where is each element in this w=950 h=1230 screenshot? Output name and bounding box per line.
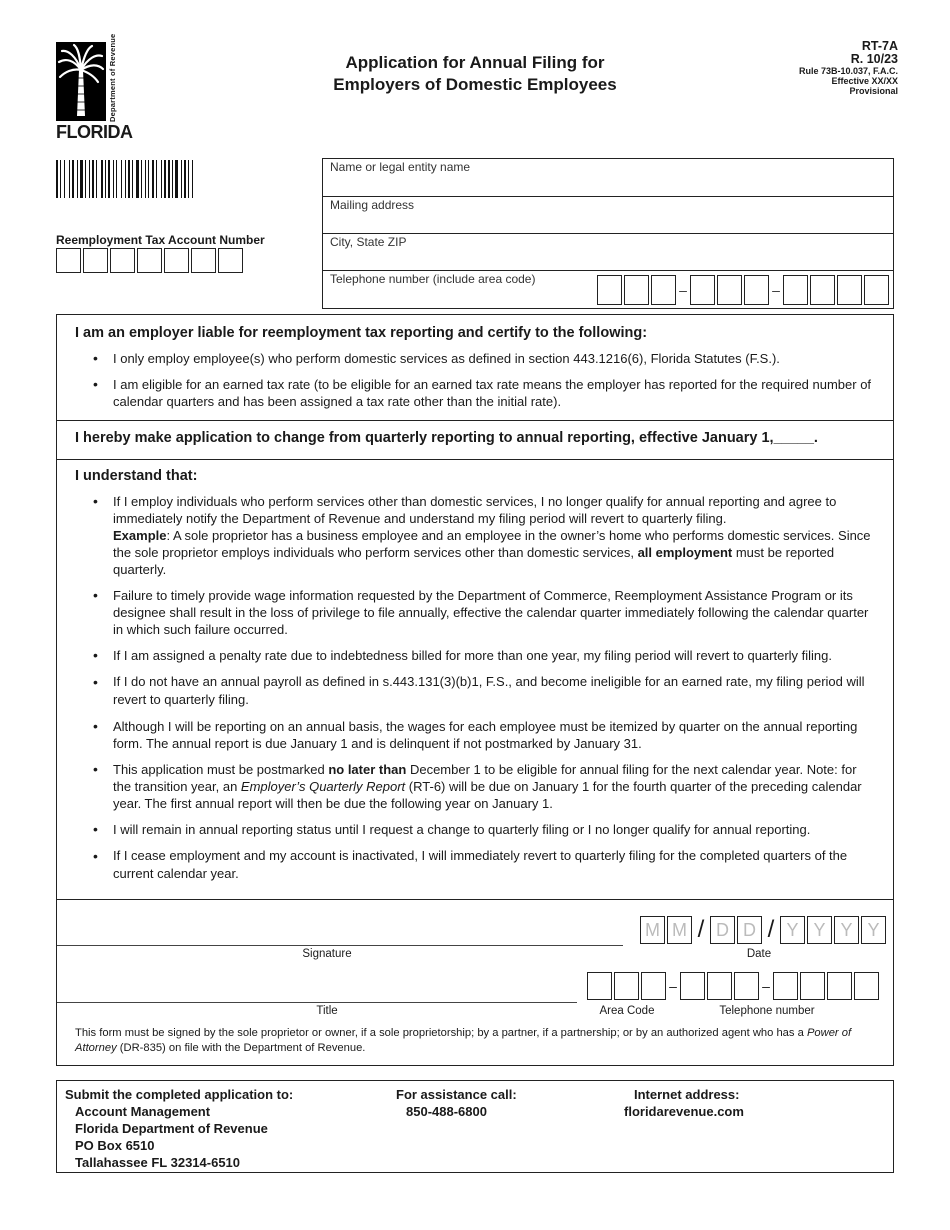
account-digit-box[interactable] bbox=[164, 248, 189, 273]
phone-digit-box[interactable] bbox=[690, 275, 715, 305]
phone-digit-box[interactable] bbox=[810, 275, 835, 305]
phone-digit-box[interactable] bbox=[651, 275, 676, 305]
signature-note: This form must be signed by the sole proprietor or owner, if a sole proprietorship; by a partner, if a partnership; or by an authorized agent who has a Power of Attorney (DR-835) on file with the Department of Revenue. bbox=[75, 1027, 852, 1054]
assistance-info: For assistance call: 850-488-6800 bbox=[396, 1087, 517, 1119]
phone-digit-box[interactable] bbox=[597, 275, 622, 305]
date-box[interactable]: M bbox=[667, 916, 692, 944]
divider bbox=[57, 459, 893, 460]
phone-digit-box[interactable] bbox=[624, 275, 649, 305]
account-digit-box[interactable] bbox=[110, 248, 135, 273]
form-identifier bbox=[799, 40, 898, 96]
phone-digit-box[interactable] bbox=[773, 972, 798, 1000]
telephone-label: Telephone number (include area code) bbox=[330, 272, 536, 286]
signature-label: Signature bbox=[302, 948, 352, 960]
application-statement: I hereby make application to change from quarterly reporting to annual reporting, effective January 1,_____. bbox=[75, 430, 818, 446]
phone-digit-box[interactable] bbox=[744, 275, 769, 305]
form-effective: Effective XX/XX bbox=[831, 76, 898, 86]
understand-list bbox=[113, 493, 875, 883]
date-input[interactable] bbox=[640, 916, 886, 944]
dash: – bbox=[679, 282, 687, 298]
phone-digit-box[interactable] bbox=[680, 972, 705, 1000]
telephone-label: Telephone number bbox=[719, 1005, 815, 1017]
employer-info-box bbox=[322, 158, 894, 309]
account-digit-box[interactable] bbox=[56, 248, 81, 273]
date-box[interactable]: Y bbox=[780, 916, 805, 944]
florida-wordmark: FLORIDA bbox=[56, 122, 133, 142]
area-code-label: Area Code bbox=[599, 1005, 655, 1017]
phone-digit-box[interactable] bbox=[800, 972, 825, 1000]
form-rule: Rule 73B-10.037, F.A.C. bbox=[798, 66, 898, 76]
account-digit-box[interactable] bbox=[191, 248, 216, 273]
signature-line[interactable] bbox=[57, 945, 623, 946]
telephone-row bbox=[323, 271, 893, 309]
submit-address: Submit the completed application to: Account Management Florida Department of Revenue PO Box 6510 Tallahassee FL 32314-6510 bbox=[65, 1087, 294, 1170]
list-item: • If I am assigned a penalty rate due to indebtedness billed for more than one year, my filing period will revert to quarterly filing. bbox=[113, 647, 875, 664]
list-item: • If I do not have an annual payroll as defined in s.443.131(3)(b)1, F.S., and become ineligible for an earned rate, my filing period will revert to quarterly filing. bbox=[113, 673, 875, 709]
date-slash: / bbox=[767, 916, 775, 943]
title-line[interactable] bbox=[57, 1002, 577, 1003]
account-digit-box[interactable] bbox=[83, 248, 108, 273]
date-box[interactable]: Y bbox=[807, 916, 832, 944]
list-item: • I will remain in annual reporting status until I request a change to quarterly filing or I no longer qualify for annual reporting. bbox=[113, 821, 875, 838]
title-label: Title bbox=[316, 1005, 338, 1017]
phone-digit-box[interactable] bbox=[837, 275, 862, 305]
account-number-label: Reemployment Tax Account Number bbox=[56, 233, 265, 247]
dash: – bbox=[762, 978, 770, 994]
list-item: • If I cease employment and my account is inactivated, I will immediately revert to quarterly filing for the completed quarters of the current calendar year. bbox=[113, 847, 875, 883]
phone-digit-box[interactable] bbox=[783, 275, 808, 305]
certify-heading: I am an employer liable for reemployment tax reporting and certify to the following: bbox=[75, 325, 648, 341]
dash: – bbox=[669, 978, 677, 994]
phone-digit-box[interactable] bbox=[734, 972, 759, 1000]
list-item: • I only employ employee(s) who perform domestic services as defined in section 443.1216(6), Florida Statutes (F.S.). bbox=[113, 350, 875, 367]
understand-heading: I understand that: bbox=[75, 468, 198, 484]
date-box[interactable]: D bbox=[710, 916, 735, 944]
phone-digit-box[interactable] bbox=[864, 275, 889, 305]
name-field[interactable]: Name or legal entity name bbox=[323, 159, 893, 197]
mailing-address-field[interactable]: Mailing address bbox=[323, 197, 893, 234]
date-box[interactable]: Y bbox=[834, 916, 859, 944]
florida-dor-logo bbox=[56, 33, 133, 142]
phone-digit-box[interactable] bbox=[587, 972, 612, 1000]
divider bbox=[57, 420, 893, 421]
certification-section bbox=[56, 314, 894, 1066]
date-box[interactable]: M bbox=[640, 916, 665, 944]
form-revision: R. 10/23 bbox=[850, 52, 898, 66]
list-item: • This application must be postmarked no later than December 1 to be eligible for annual filing for the next calendar year. Note: for the transition year, an Employer’s Quarterly Report (RT-6) will be due on January 1 for the fourth quarter of the preceding calendar year. The first annual report will then be due the following year on January 1. bbox=[113, 761, 875, 812]
form-code: RT-7A bbox=[861, 39, 898, 53]
phone-digit-box[interactable] bbox=[707, 972, 732, 1000]
telephone-input[interactable] bbox=[597, 275, 889, 305]
date-label: Date bbox=[746, 948, 772, 960]
submit-info-box bbox=[56, 1080, 894, 1173]
phone-digit-box[interactable] bbox=[641, 972, 666, 1000]
list-item: • I am eligible for an earned tax rate (to be eligible for an earned tax rate means the employer has reported for the required number of calendar quarters and has been assigned a tax rate other than the initial rate). bbox=[113, 376, 875, 410]
website-link[interactable]: floridarevenue.com bbox=[624, 1104, 744, 1119]
list-item: • Failure to timely provide wage information requested by the Department of Commerce, Reemployment Assistance Program or its designee shall result in the loss of privilege to file annually, effective the calendar quarter immediately following the calendar quarter in which such failure occurred. bbox=[113, 587, 875, 638]
date-slash: / bbox=[697, 916, 705, 943]
list-item: • Although I will be reporting on an annual basis, the wages for each employee must be itemized by quarter on the annual reporting form. The annual report is due January 1 and is delinquent if not postmarked by January 31. bbox=[113, 718, 875, 752]
divider bbox=[57, 899, 893, 900]
certify-list bbox=[113, 350, 875, 410]
date-box[interactable]: D bbox=[737, 916, 762, 944]
phone-digit-box[interactable] bbox=[614, 972, 639, 1000]
dash: – bbox=[772, 282, 780, 298]
palm-tree-icon bbox=[56, 42, 106, 121]
signer-telephone-input[interactable] bbox=[587, 972, 879, 1000]
form-status: Provisional bbox=[849, 86, 898, 96]
city-state-zip-field[interactable]: City, State ZIP bbox=[323, 234, 893, 271]
account-digit-box[interactable] bbox=[137, 248, 162, 273]
internet-info: Internet address: floridarevenue.com bbox=[624, 1087, 744, 1119]
account-digit-box[interactable] bbox=[218, 248, 243, 273]
phone-digit-box[interactable] bbox=[717, 275, 742, 305]
assistance-phone: 850-488-6800 bbox=[406, 1104, 487, 1119]
phone-digit-box[interactable] bbox=[854, 972, 879, 1000]
date-box[interactable]: Y bbox=[861, 916, 886, 944]
barcode bbox=[56, 160, 274, 198]
form-title: Application for Annual Filing for Employers of Domestic Employees bbox=[333, 53, 617, 94]
account-number-field[interactable] bbox=[56, 248, 243, 273]
phone-digit-box[interactable] bbox=[827, 972, 852, 1000]
list-item: • If I employ individuals who perform services other than domestic services, I no longer qualify for annual reporting and agree to immediately notify the Department of Revenue and understand my filing period will revert to quarterly filing. Example: A sole proprietor has a business employee and an employee in the owner’s home who performs domestic services. Since the sole proprietor employs individuals who perform services other than domestic services, all employment must be reported quarterly. bbox=[113, 493, 875, 578]
dept-of-revenue-text: Department of Revenue bbox=[108, 33, 117, 122]
